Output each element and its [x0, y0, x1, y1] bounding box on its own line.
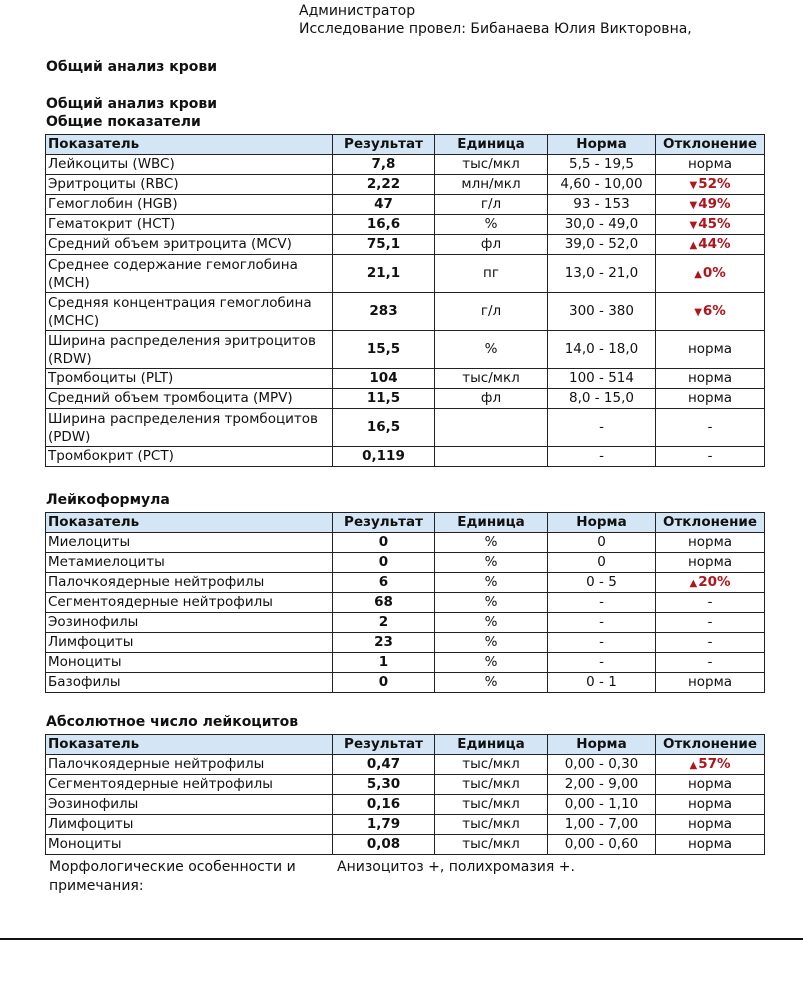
norm-range: - [548, 593, 656, 613]
indicator-name: Средний объем эритроцита (MCV) [46, 235, 333, 255]
norm-range: 93 - 153 [548, 195, 656, 215]
deviation-value [656, 573, 765, 593]
table-row [46, 553, 765, 573]
indicator-name: Базофилы [46, 673, 333, 693]
unit-value: тыс/мкл [435, 755, 548, 775]
indicator-name: Миелоциты [46, 533, 333, 553]
indicator-name: Эозинофилы [46, 795, 333, 815]
table-row [46, 633, 765, 653]
indicator-name: Лимфоциты [46, 633, 333, 653]
table-row [46, 533, 765, 553]
deviation-value [656, 215, 765, 235]
general-results-table [45, 134, 765, 467]
deviation-percent: 57% [698, 755, 731, 772]
arrow-up-icon: ▲ [694, 268, 702, 280]
result-value: 0,47 [333, 755, 435, 775]
result-value: 47 [333, 195, 435, 215]
arrow-up-icon: ▲ [689, 239, 698, 251]
arrow-down-icon: ▼ [689, 179, 698, 191]
deviation-percent: 49% [698, 195, 731, 212]
result-value: 16,6 [333, 215, 435, 235]
indicator-name: Тромбоциты (PLT) [46, 369, 333, 389]
column-header: Отклонение [656, 735, 765, 755]
table-row [46, 195, 765, 215]
result-value: 2,22 [333, 175, 435, 195]
general-section-title: Общие показатели [46, 114, 201, 130]
indicator-name: Моноциты [46, 653, 333, 673]
column-header: Норма [548, 735, 656, 755]
column-header: Отклонение [656, 135, 765, 155]
table-row [46, 331, 765, 369]
unit-value: г/л [435, 195, 548, 215]
norm-range: 14,0 - 18,0 [548, 331, 656, 369]
table-row [46, 215, 765, 235]
indicator-name: Ширина распределения эритроцитов (RDW) [46, 331, 333, 369]
section-title: Общий анализ крови [46, 96, 218, 112]
indicator-name: Гематокрит (HCT) [46, 215, 333, 235]
notes-value: Анизоцитоз +, полихромазия +. [337, 859, 575, 875]
deviation-value: норма [656, 553, 765, 573]
leukoformula-table [45, 512, 765, 693]
column-header: Результат [333, 135, 435, 155]
leukoformula-section-title: Лейкоформула [46, 492, 170, 508]
indicator-name: Среднее содержание гемоглобина (MCH) [46, 255, 333, 293]
header-role: Администратор [299, 3, 416, 19]
indicator-name: Палочкоядерные нейтрофилы [46, 755, 333, 775]
norm-range: 0,00 - 0,60 [548, 835, 656, 855]
deviation-value: норма [656, 369, 765, 389]
indicator-name: Ширина распределения тромбоцитов (PDW) [46, 409, 333, 447]
unit-value: пг [435, 255, 548, 293]
result-value: 0,08 [333, 835, 435, 855]
unit-value: тыс/мкл [435, 155, 548, 175]
column-header: Единица [435, 135, 548, 155]
norm-range: 0,00 - 0,30 [548, 755, 656, 775]
table-row [46, 775, 765, 795]
result-value: 0 [333, 673, 435, 693]
result-value: 104 [333, 369, 435, 389]
result-value: 23 [333, 633, 435, 653]
indicator-name: Средняя концентрация гемоглобина (MCHC) [46, 293, 333, 331]
deviation-value: норма [656, 795, 765, 815]
indicator-name: Палочкоядерные нейтрофилы [46, 573, 333, 593]
unit-value: % [435, 673, 548, 693]
deviation-value [656, 293, 765, 331]
indicator-name: Эритроциты (RBC) [46, 175, 333, 195]
deviation-percent: 52% [698, 175, 731, 192]
deviation-value: норма [656, 775, 765, 795]
norm-range: 0 - 5 [548, 573, 656, 593]
table-row [46, 255, 765, 293]
unit-value: % [435, 331, 548, 369]
indicator-name: Тромбокрит (PCT) [46, 447, 333, 467]
deviation-value: норма [656, 389, 765, 409]
indicator-name: Гемоглобин (HGB) [46, 195, 333, 215]
norm-range: 13,0 - 21,0 [548, 255, 656, 293]
table-row [46, 653, 765, 673]
arrow-up-icon: ▲ [689, 577, 698, 589]
indicator-name: Сегментоядерные нейтрофилы [46, 775, 333, 795]
result-value: 283 [333, 293, 435, 331]
norm-range: - [548, 447, 656, 467]
arrow-down-icon: ▼ [689, 199, 698, 211]
result-value: 0,16 [333, 795, 435, 815]
table-row [46, 573, 765, 593]
unit-value: тыс/мкл [435, 795, 548, 815]
table-row [46, 235, 765, 255]
norm-range: - [548, 653, 656, 673]
indicator-name: Лейкоциты (WBC) [46, 155, 333, 175]
deviation-value [656, 255, 765, 293]
result-value: 5,30 [333, 775, 435, 795]
table-row [46, 755, 765, 775]
unit-value: % [435, 613, 548, 633]
indicator-name: Сегментоядерные нейтрофилы [46, 593, 333, 613]
result-value: 21,1 [333, 255, 435, 293]
indicator-name: Эозинофилы [46, 613, 333, 633]
norm-range: 0,00 - 1,10 [548, 795, 656, 815]
table-row [46, 815, 765, 835]
deviation-percent: 44% [698, 235, 731, 252]
result-value: 2 [333, 613, 435, 633]
norm-range: 2,00 - 9,00 [548, 775, 656, 795]
bottom-divider [0, 938, 803, 940]
norm-range: 0 [548, 533, 656, 553]
column-header: Показатель [46, 513, 333, 533]
norm-range: 39,0 - 52,0 [548, 235, 656, 255]
unit-value: г/л [435, 293, 548, 331]
deviation-value [656, 755, 765, 775]
norm-range: 4,60 - 10,00 [548, 175, 656, 195]
unit-value: тыс/мкл [435, 369, 548, 389]
norm-range: 100 - 514 [548, 369, 656, 389]
result-value: 7,8 [333, 155, 435, 175]
unit-value: фл [435, 235, 548, 255]
deviation-value: - [656, 593, 765, 613]
table-row [46, 369, 765, 389]
table-row [46, 613, 765, 633]
report-title: Общий анализ крови [46, 59, 218, 75]
column-header: Результат [333, 735, 435, 755]
unit-value: % [435, 533, 548, 553]
arrow-up-icon: ▲ [689, 759, 698, 771]
deviation-value: - [656, 613, 765, 633]
deviation-value [656, 175, 765, 195]
deviation-value: - [656, 633, 765, 653]
unit-value: % [435, 593, 548, 613]
unit-value: млн/мкл [435, 175, 548, 195]
result-value: 1 [333, 653, 435, 673]
result-value: 0,119 [333, 447, 435, 467]
deviation-value: норма [656, 815, 765, 835]
norm-range: 8,0 - 15,0 [548, 389, 656, 409]
result-value: 11,5 [333, 389, 435, 409]
absolute-leukocytes-table [45, 734, 765, 855]
header-performed-by: Исследование провел: Бибанаева Юлия Викторовна, [299, 21, 692, 37]
unit-value: % [435, 573, 548, 593]
notes-label: Морфологические особенности и примечания: [49, 859, 296, 894]
deviation-percent: 0% [702, 264, 726, 281]
table-row [46, 293, 765, 331]
result-value: 0 [333, 533, 435, 553]
deviation-value: норма [656, 155, 765, 175]
table-header-row [46, 735, 765, 755]
deviation-value: норма [656, 533, 765, 553]
norm-range: 0 - 1 [548, 673, 656, 693]
arrow-down-icon: ▼ [694, 306, 702, 318]
norm-range: 30,0 - 49,0 [548, 215, 656, 235]
norm-range: 5,5 - 19,5 [548, 155, 656, 175]
column-header: Норма [548, 135, 656, 155]
table-row [46, 795, 765, 815]
norm-range: 300 - 380 [548, 293, 656, 331]
unit-value: % [435, 653, 548, 673]
unit-value: фл [435, 389, 548, 409]
column-header: Результат [333, 513, 435, 533]
table-row [46, 175, 765, 195]
column-header: Показатель [46, 135, 333, 155]
deviation-value: норма [656, 331, 765, 369]
unit-value [435, 409, 548, 447]
unit-value: % [435, 553, 548, 573]
table-row [46, 155, 765, 175]
column-header: Норма [548, 513, 656, 533]
indicator-name: Лимфоциты [46, 815, 333, 835]
unit-value: тыс/мкл [435, 815, 548, 835]
unit-value: тыс/мкл [435, 775, 548, 795]
table-row [46, 593, 765, 613]
result-value: 15,5 [333, 331, 435, 369]
deviation-value: - [656, 447, 765, 467]
table-row [46, 409, 765, 447]
indicator-name: Моноциты [46, 835, 333, 855]
norm-range: 0 [548, 553, 656, 573]
norm-range: - [548, 613, 656, 633]
unit-value [435, 447, 548, 467]
unit-value: % [435, 215, 548, 235]
result-value: 6 [333, 573, 435, 593]
result-value: 0 [333, 553, 435, 573]
norm-range: 1,00 - 7,00 [548, 815, 656, 835]
table-header-row [46, 135, 765, 155]
arrow-down-icon: ▼ [689, 219, 698, 231]
table-row [46, 389, 765, 409]
result-value: 1,79 [333, 815, 435, 835]
deviation-value: - [656, 653, 765, 673]
deviation-value: норма [656, 835, 765, 855]
result-value: 68 [333, 593, 435, 613]
table-row [46, 447, 765, 467]
table-row [46, 835, 765, 855]
absolute-section-title: Абсолютное число лейкоцитов [46, 714, 299, 730]
column-header: Показатель [46, 735, 333, 755]
deviation-percent: 20% [698, 573, 731, 590]
deviation-value [656, 235, 765, 255]
deviation-value [656, 195, 765, 215]
table-row [46, 673, 765, 693]
deviation-percent: 6% [702, 302, 726, 319]
indicator-name: Средний объем тромбоцита (MPV) [46, 389, 333, 409]
deviation-value: норма [656, 673, 765, 693]
norm-range: - [548, 633, 656, 653]
column-header: Единица [435, 513, 548, 533]
column-header: Отклонение [656, 513, 765, 533]
deviation-percent: 45% [698, 215, 731, 232]
unit-value: % [435, 633, 548, 653]
table-header-row [46, 513, 765, 533]
norm-range: - [548, 409, 656, 447]
result-value: 16,5 [333, 409, 435, 447]
deviation-value: - [656, 409, 765, 447]
unit-value: тыс/мкл [435, 835, 548, 855]
column-header: Единица [435, 735, 548, 755]
result-value: 75,1 [333, 235, 435, 255]
indicator-name: Метамиелоциты [46, 553, 333, 573]
